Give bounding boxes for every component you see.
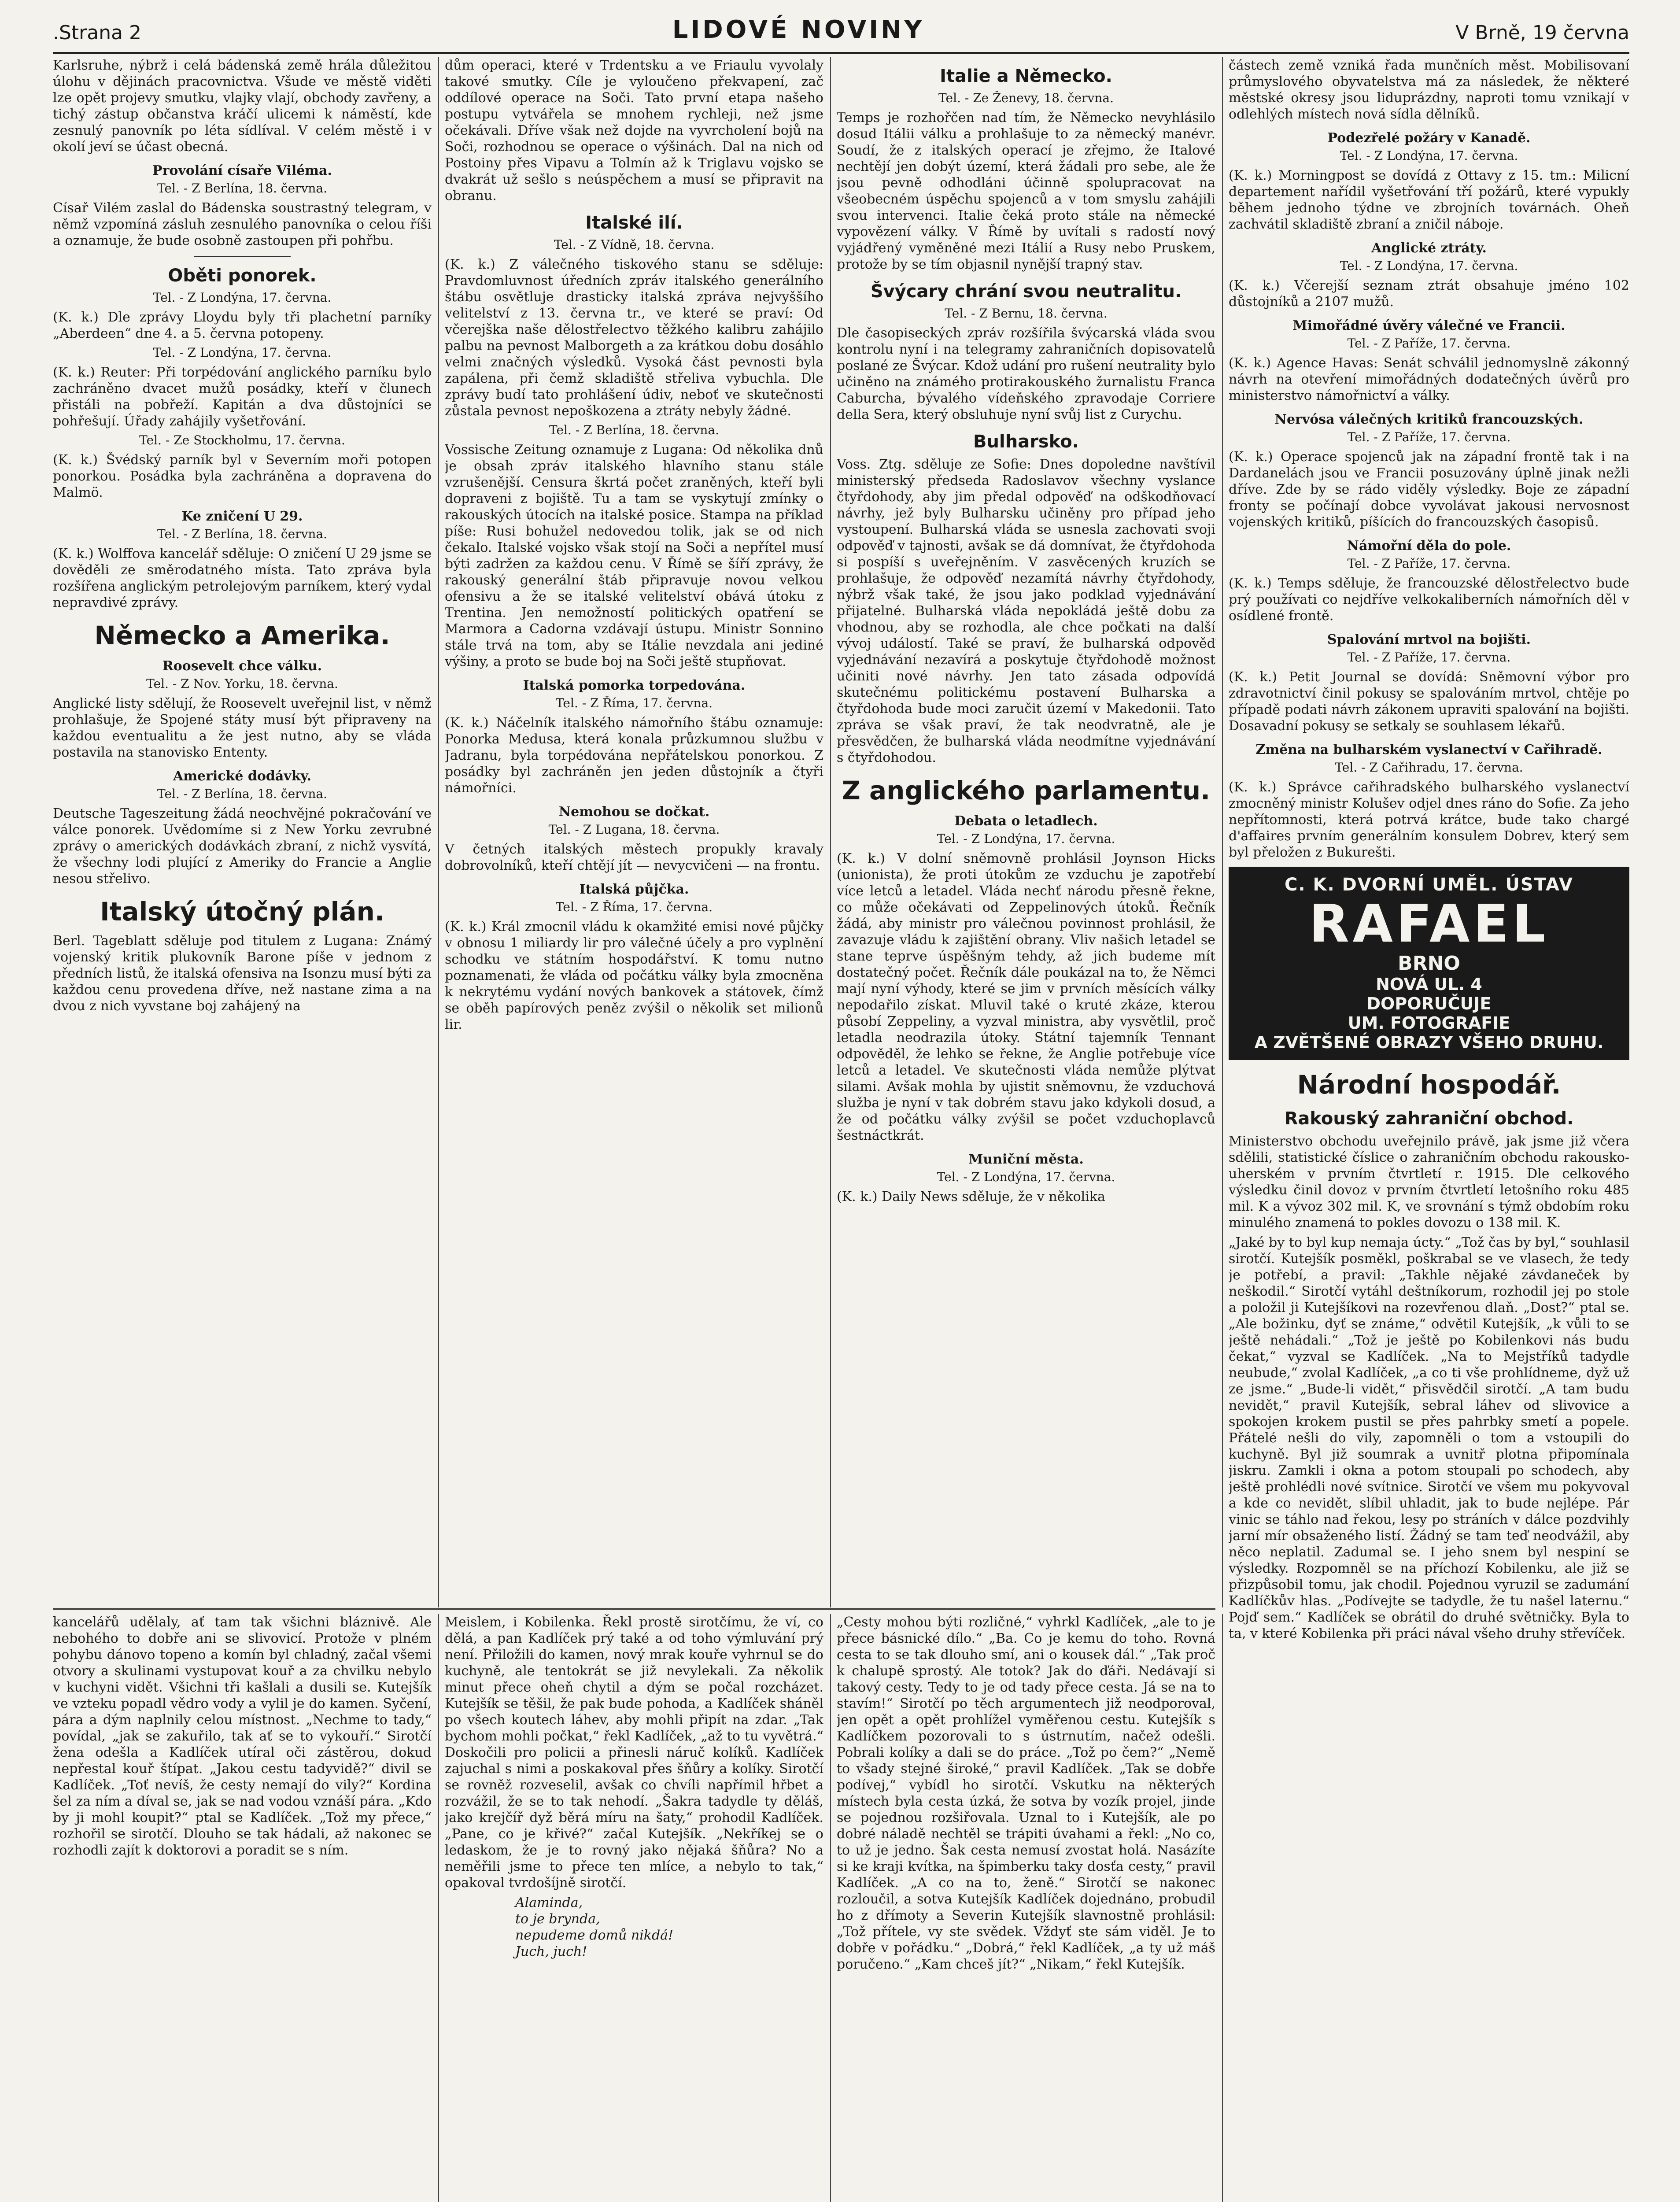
article-text: (K. k.) Temps sděluje, že francouzské dělostřelectvo bude prý používati co nejdříve velkokaliberních námořních děl v osídlené frontě. [1229, 576, 1629, 624]
article-dateline: Tel. - Z Berlína, 18. června. [157, 527, 328, 541]
article-heading: Oběti ponorek. [168, 266, 317, 286]
article-text: Temps je rozhořčen nad tím, že Německo nevyhlásilo dosud Itálii válku a prohlašuje to za německý manévr. Soudí, že z italských operací je zřejmo, že Italové nechtějí jen dobýt území, která žádali pro sebe, ale že jsou pevně odhodláni účinně spolupracovat na všeobecném úspěchu spojenců a v tom smyslu zahájili svou intervenci. Italie čeká proto stále na německé vypovězení války. V Římě by uvítali s radostí nový vyjádřený vyměněné mezi Itálií a Rusy nebo Pruskem, protože by se tím objasnil nynější trapný stav. [837, 110, 1215, 272]
article-text: Karlsruhe, nýbrž i celá bádenská země hrála důležitou úlohu v dějinách pracovnictva. Všude ve městě viděti lze opět projevy smutku, vlajky vlají, obchody zavřeny, a tichý zástup občanstva kráčí ulicemi k náměstí, kde zesnulý panovník po léta sídlíval. V celém městě i v okolí jeví se účast obecná. [53, 58, 432, 155]
article-text: (K. k.) Daily News sděluje, že v několika [837, 1189, 1105, 1204]
masthead-rule [53, 52, 1629, 54]
article-dateline: Tel. - Z Říma, 17. června. [555, 900, 713, 914]
article-heading: Bulharsko. [973, 432, 1079, 452]
column-divider [1222, 1614, 1223, 2202]
article-dateline: Tel. - Z Londýna, 17. června. [1340, 259, 1518, 273]
page-number: .Strana 2 [53, 22, 142, 44]
article-dateline: Tel. - Z Londýna, 17. června. [1340, 148, 1518, 163]
article-heading: Z anglického parlamentu. [842, 776, 1211, 805]
column-divider [438, 1614, 439, 2202]
article-dateline: Tel. - Ze Ženevy, 18. června. [938, 91, 1114, 105]
article-dateline: Tel. - Z Cařihradu, 17. června. [1335, 760, 1523, 775]
article-heading: Rakouský zahraniční obchod. [1284, 1108, 1574, 1129]
article-text: Anglické listy sdělují, že Roosevelt uveřejnil list, v němž prohlašuje, že Spojené státy musí být připraveny na každou eventualitu a že jest nutno, aby se vláda postavila na stanovisko Ententy. [53, 696, 432, 760]
article-subheading: Námořní děla do pole. [1347, 538, 1511, 554]
feuilleton-column-2 [445, 1614, 823, 2202]
article-text: (K. k.) Petit Journal se dovídá: Sněmovní výbor pro zdravotnictví činil pokusy se spalováním mrtvol, chtěje po případě podati návrh zákonem upraviti spalování na bojišti. Dosavadní pokusy se setkaly se souhlasem lékařů. [1229, 669, 1629, 734]
article-text: (K. k.) Dle zprávy Lloydu byly tři plachetní parníky „Aberdeen“ dne 4. a 5. června potopeny. [53, 310, 432, 341]
divider [194, 256, 291, 257]
article-text: (K. k.) Agence Havas: Senát schválil jednomyslně zákonný návrh na otevření mimořádných dodatečných úvěrů pro ministerstvo námořnictví a války. [1229, 355, 1629, 403]
feuilleton-text: „Cesty mohou býti rozličné,“ vyhrkl Kadlíček, „ale to je přece básnické dílo.“ „Ba. Co je kemu do toho. Rovná cesta to se tak dlouho smí, ani o kousek dál.“ „Tak proč k chalupě sprostý. Ale totok? Jak do ďáři. Nedávají si takový cesty. Tedy to je od tady přece cesta. Já se na to stavím!“ Sirotčí po těch argumentech již neodporoval, jen opět a opět prohlížel vyměřenou cestu. Kutejšík s Kadlíčkem pozorovali to s ústrnutím, načež odešli. Pobrali kolíky a dali se do práce. „Tož po čem?“ „Nemě to všady stejné široké,“ pravil Kadlíček. „Tak se dobře podívej,“ vybídl ho sirotčí. Vskutku na některých místech byla cesta úzká, že sotva by vozík projel, jinde se pojednou rozšiřovala. Uznal to i Kutejšík, ale po dobré náladě nechtěl se trápiti úvahami a řekl: „No co, to už je jedno. Šak cesta nemusí zvostat holá. Nasázíte si ke kraji kvítka, na špimberku taky dosťa cesty,“ pravil Kadlíček. „A co na to, ženě.“ Sirotčí se nakonec rozloučil, a sotva Kutejšík Kadlíček dojednáno, probudil ho z dřímoty a Severin Kutejšík slavnostně prohlásil: „Tož přítele, vy ste svědek. Vždyť ste sám viděl. Je to dobře v pořádku.“ „Dobrá,“ řekl Kadlíček, „a ty už máš poručeno.“ „Kam chceš jít?“ „Nikam,“ řekl Kutejšík. [837, 1615, 1215, 1972]
article-text: Ministerstvo obchodu uveřejnilo právě, jak jsme již včera sdělili, statistické číslice o zahraničním obchodu rakousko-uherském v prvním čtvrtletí r. 1915. Dle celkového výsledku činil dovoz v prvním čtvrtletí letošního roku 485 mil. K a vývoz 302 mil. K, ve srovnání s týmž obdobím roku minulého znamená to pokles dovozu o 138 mil. K. [1229, 1134, 1629, 1230]
article-dateline: Tel. - Z Lugana, 18. června. [548, 822, 720, 837]
column-1 [53, 57, 432, 1607]
article-dateline: Tel. - Z Paříže, 17. června. [1347, 336, 1511, 351]
article-text: Deutsche Tageszeitung žádá neochvějné pokračování ve válce ponorek. Uvědomíme si z New Yorku zevrubné zprávy o amerických dodávkách zbraní, z nichž vysvítá, že všechny lodi plující z Ameriky do Francie a Anglie nesou střelivo. [53, 806, 432, 887]
article-dateline: Tel. - Z Londýna, 17. června. [937, 1170, 1115, 1184]
article-subheading: Nemohou se dočkat. [558, 804, 710, 820]
article-dateline: Tel. - Z Berlína, 18. června. [157, 181, 328, 196]
section-heading: Národní hospodář. [1297, 1070, 1561, 1100]
article-subheading: Debata o letadlech. [954, 813, 1098, 829]
feuilleton-column-1 [53, 1614, 432, 2202]
article-dateline: Tel. - Z Berlína, 18. června. [549, 423, 720, 437]
feuilleton-poem: Alaminda, to je brynda, nepudeme domů nikdá! Juch, juch! [515, 1895, 674, 1959]
article-subheading: Spalování mrtvol na bojišti. [1327, 632, 1531, 647]
article-text: (K. k.) Švédský parník byl v Severním moři potopen ponorkou. Posádka byla zachráněna a dopravena do Malmö. [53, 452, 432, 500]
article-subheading: Italská půjčka. [579, 882, 689, 897]
article-dateline: Tel. - Z Berlína, 18. června. [157, 787, 328, 801]
feuilleton-text: „Jaké by to byl kup nemaja úcty.“ „Tož čas by byl,“ souhlasil sirotčí. Kutejšík posměkl, poškrabal se ve vlasech, že tedy je potřebí, a pravil: „Takhle nějaké závdaneček by neškodil.“ Sirotčí vytáhl deštníkorum, rozhodil jej po stole a položil ji Kutejšíkovi na rozevřenou dlaň. „Dost?“ ptal se. „Ale božinku, dyť se známe,“ odvětil Kutejšík, „k vůli to se ještě nehádali.“ „Tož je ještě po Kobilenkovi nás budu čekat,“ vyzval se Kadlíček. „Na to Mejstříků tadydle neubude,“ zvolal Kadlíček, „a co ti vše prohlídneme, dyž už ze jsme.“ „Bude-li vidět,“ přisvědčil sirotčí. „A tam budu nevidět,“ pravil Kutejšík, sebral láhev od slivovice a spokojen krokem pustil se přes pahrbky smetí a popele. Přátelé nešli do vily, zapomněli o tom a vstoupili do kuchyně. Byl již soumrak a uvnitř plotna připomínala jiskru. Zamkli i okna a potom stoupali po schodech, aby ještě prohlédli nové svítnice. Sirotčí ve všem mu pokyvoval a kde co nevidět, slíbil uhladit, jak to bude nejlépe. Pár vinic se táhlo nad řekou, lesy po stráních v dálce pozdvihly jarní mír obsaženého listí. Žádný se tam teď neodvážil, aby něco neplatil. Zadumal se. I jeho snem byl nespiní se výsledky. Rozpomněl se na příchozí Kobilenku, ale již se přizpůsobil tomu, jak chodil. Pojednou vyruzil se zadumání Kadlíčkův hlas. „Podívejte se tadydle, že tu našel laternu.“ Pojď sem.“ Kadlíček se obrátil do druhé světničky. Byla to ta, v které Kobilenka při práci nával všeho druhy střevíček. [1229, 1235, 1629, 1641]
article-text: Vossische Zeitung oznamuje z Lugana: Od několika dnů je obsah zpráv italského hlavního stanu stále vzrušenější. Censura škrtá počet zraněných, kteří byli dopraveni z bojiště. Tu a tam se vyskytují zmínky o rakouských útocích na italské posice. Stampa na příklad píše: Rusi bohužel nedovedou tolik, jak se od nich čekalo. Italské vojsko však stojí na Soči a nepřítel musí býti zadržen za každou cenu. V Římě se šíří zprávy, že rakouský generální štáb připravuje novou velkou ofensivu a že se italské velitelství obává útoku z Trentina. Jen nemožností politických opatření se Marmora a Cadorna vzdávají ústupu. Ministr Sonnino stále trvá na tom, aby se Itálie nevzdala ani jediné výšiny, a proto se bude boj na Soči ještě stupňovat. [445, 442, 823, 669]
article-heading: Italský útočný plán. [100, 897, 384, 927]
article-dateline: Tel. - Z Paříže, 17. června. [1347, 430, 1511, 444]
article-text: Císař Vilém zaslal do Bádenska soustrastný telegram, v němž vzpomíná zásluh zesnulého panovníka o celou říši a oznamuje, že bude osobně zastoupen při pohřbu. [53, 200, 432, 248]
ad-service: A ZVĚTŠENÉ OBRAZY VŠEHO DRUHU. [1254, 1033, 1604, 1052]
article-heading: Italie a Německo. [940, 66, 1112, 86]
feuilleton-rule [53, 1608, 1215, 1610]
article-text: (K. k.) Včerejší seznam ztrát obsahuje jméno 102 důstojníků a 2107 mužů. [1229, 278, 1629, 310]
article-text: (K. k.) Správce cařihradského bulharského vyslanectví zmocněný ministr Kolušev odjel dnes ráno do Sofie. Za jeho nepřítomnosti, která potrvá krátce, bude tako chargé d'affaires prvním generálním konsulem Dobrev, který sem byl přeložen z Bukurešti. [1229, 780, 1629, 860]
article-text: (K. k.) Reuter: Při torpédování anglického parníku bylo zachráněno dvacet mužů posádky, kteří v člunech přistáli na pobřeží. Kapitán a dva důstojníci se pohřešují. Úřady zahájily vyšetřování. [53, 365, 432, 429]
article-dateline: Tel. - Ze Stockholmu, 17. června. [139, 433, 345, 447]
article-subheading: Mimořádné úvěry válečné ve Francii. [1292, 318, 1566, 333]
article-text: (K. k.) Morningpost se dovídá z Ottavy z 15. tm.: Milicní departement nařídil vyšetřování tří požárů, které vypukly během jednoho týdne ve zbrojních továrnách. Oheň zachvátil skladiště zbraní a zničil náboje. [1229, 168, 1629, 232]
ad-studio-line: C. K. DVORNÍ UMĚL. ÚSTAV [1284, 875, 1574, 895]
column-divider [830, 1614, 831, 2202]
article-text: V četných italských městech propukly kravaly dobrovolníků, kteří chtějí jít — nevycvičeni — na frontu. [445, 842, 823, 873]
feuilleton-column-3 [837, 1614, 1215, 2202]
issue-dateline: V Brně, 19 června [1455, 22, 1629, 44]
article-subheading: Podezřelé požáry v Kanadě. [1327, 130, 1531, 146]
article-subheading: Ke zničení U 29. [181, 509, 303, 524]
article-text: Dle časopiseckých zpráv rozšířila švýcarská vláda svou kontrolu nyní i na telegramy zahraničních dopisovatelů poslané ze Švýcar. Kdož udání pro rušení neutrality bylo učiněno na známého protirakouského žurnalistu Franca Caburcha, bývalého vídeňského zpravodaje Corriere della Sera, který obsluhuje nyní svůj list z Curychu. [837, 325, 1215, 422]
article-subheading: Americké dodávky. [173, 768, 311, 784]
article-heading: Německo a Amerika. [94, 621, 390, 650]
article-text: Voss. Ztg. sděluje ze Sofie: Dnes dopoledne navštívil ministerský předseda Radoslavov všechny vyslance čtyřdohody, aby jim předal odpověď na odškodňovací návrhy, jež byly Bulharsku učiněny pro případ jeho vystoupení. Bulharská vláda se usnesla zachovati svoji odpověď v tajnosti, avšak se dá domnívat, že čtyřdohoda si pospíší s uveřejněním. V zasvěcených kruzích se prohlašuje, že odpověď nezamítá návrhy čtyřdohody, nýbrž však také, že jsou jako podklad vyjednávání přijatelné. Bulharská vláda nepokládá ještě dobu za vhodnou, aby se rozhodla, ale chce počkati na další vývoj událostí. Také se praví, že bulharská odpověď vyjednávání nezavírá a poskytuje čtyřdohodě možnost učiniti nové návrhy. Jen tato zásada odpovídá skutečnému politickému postavení Bulharska a čtyřdohoda bude moci zaručit území v Makedonii. Tato zpráva se však praví, že tak neodvratně, ale je přesvědčen, že bulharská vláda neodmítne vyjednávání s čtyřdohodou. [837, 457, 1215, 765]
article-subheading: Muniční města. [968, 1152, 1084, 1167]
newspaper-title: LIDOVÉ NOVINY [672, 15, 925, 44]
masthead [53, 15, 1629, 44]
article-dateline: Tel. - Z Londýna, 17. června. [153, 290, 332, 305]
article-subheading: Italská pomorka torpedována. [523, 678, 746, 693]
article-text: (K. k.) V dolní sněmovně prohlásil Joynson Hicks (unionista), že proti útokům ze vzduchu je zapotřebí více letců a letadel. Vláda nechť národu přesně řekne, co může očekávati od Zeppelinových útoků. Řečník žádá, aby ministr pro válečnou povinnost prohlásil, že zavazuje vládu k zajištění obrany. Vliv našich letadel se stane teprve úspěšným tehdy, až jich budeme mít dostatečný počet. Řečník dále poukázal na to, že Němci mají nyní výhody, které se jim v prvních měsících války nepodařilo získat. Mluvil také o kruté zkáze, kterou působí Zeppeliny, a vyzval ministra, aby vysvětlil, proč letadla neodrazila útoky. Státní tajemník Tennant odpověděl, že lehko se řekne, že Anglie potřebuje více letců a letadel. Ve skutečnosti vláda nemůže plýtvat silami. Avšak mohla by ujistit sněmovnu, že vzduchová služba je nyní v tak dobrém stavu jako kdykoli dosud, a že od počátku války zvýšil se počet vzduchoplavců šestnáctkrát. [837, 851, 1215, 1143]
article-dateline: Tel. - Z Vídně, 18. června. [554, 237, 715, 252]
article-text: dům operaci, které v Trdentsku a ve Friaulu vyvolaly takové smutky. Cíle je vyloučeno překvapení, zač oddílové operace na Soči. Tato první etapa našeho postupu vytvářela se mnohem rychleji, než jsme očekávali. Dříve však než dojde na vyvrcholení bojů na Soči, rozhodnou se operace o výšinách. Dal na nich od Postoiny přes Vipavu a Tolmín až k Triglavu vojsko se dvakrát už sešlo s neúspěchem a musí se připravit na obranu. [445, 58, 823, 203]
ad-service: UM. FOTOGRAFIE [1348, 1013, 1510, 1033]
article-subheading: Nervósa válečných kritiků francouzských. [1274, 412, 1584, 427]
ad-brand: RAFAEL [1309, 893, 1549, 954]
article-dateline: Tel. - Z Londýna, 17. června. [153, 345, 332, 360]
column-divider [1222, 57, 1223, 1607]
article-text: (K. k.) Z válečného tiskového stanu se sděluje: Pravdomluvnost úředních zpráv italského generálního štábu osvětluje drasticky italská zpráva nejvyššího velitelství z 13. června tr., ve které se praví: Od včerejška naše dělostřelectvo těžkého kalibru zahájilo palbu na pevnost Malborgeth a za krátkou dobu dosáhlo velmi značných výsledků. Vysoká část pevnosti byla zapálena, při čemž skladiště střeliva vybuchla. Dle zprávy budí tato prohlášení údiv, neboť ve skutečnosti zůstala pevnost nepoškozena a ztráty nebyly žádné. [445, 257, 823, 419]
article-dateline: Tel. - Z Říma, 17. června. [555, 696, 713, 710]
article-text: (K. k.) Král zmocnil vládu k okamžité emisi nové půjčky v obnosu 1 miliardy lir pro válečné účely a pro vyplnění schodku ve státním hospodářství. K tomu nutno poznamenati, že vláda od počátku války byla zmocněna k nekrytému vydání nových bankovek a státovek, čímž se oběh papírových peněz zvýšil o několik set milionů lir. [445, 919, 823, 1032]
article-text: částech země vzniká řada munčních měst. Mobilisovaní průmyslového obyvatelstva má za následek, že některé městské okresy jsou liduprázdny, naproti tomu vznikají v odlehlých místech nová sídla dělníků. [1229, 58, 1629, 122]
article-subheading: Změna na bulharském vyslanectví v Cařihradě. [1255, 742, 1602, 757]
column-4 [1229, 57, 1629, 2202]
article-heading: Italské ilí. [585, 213, 683, 233]
advertisement [1229, 867, 1629, 1060]
column-divider [438, 57, 439, 1607]
article-heading: Švýcary chrání svou neutralitu. [870, 281, 1182, 302]
column-divider [830, 57, 831, 1607]
article-dateline: Tel. - Z Paříže, 17. června. [1347, 556, 1511, 571]
article-subheading: Roosevelt chce válku. [162, 658, 322, 674]
feuilleton-text: Meislem, i Kobilenka. Řekl prostě sirotčímu, že ví, co dělá, a pan Kadlíček prý také a od toho výmluvání prý není. Přiložili do kamen, nový mrak kouře vyhrnul se do kuchyně, ale tentokrát se již nevylekali. Za několik minut přece oheň chytil a dým se počal rozcházet. Kutejšík se těšil, že pak bude pohoda, a Kadlíček sháněl po všech koutech láhev, aby mohli připít na zdar. „Tak bychom mohli počkat,“ řekl Kadlíček, „až to tu vyvětrá.“ Doskočili pro policii a přinesli náruč kolíků. Kadlíček zajuchal s nimi a poskakoval přes šňůry a kolíky. Sirotčí se rovněž rozveselil, avšak co chvíli napřímil hřbet a rozvážil, že se to tak nehodí. „Šakra tadydle ty děláš, jako krejčíř dyž běrá míru na šaty,“ prohodil Kadlíček. „Pane, co je křivé?“ začal Kutejšík. „Nekříkej se o ledaskom, že je to rovný jako nějaká šňůra? No a neměřili jsme to přece ten mlíce, a nebylo to tak,“ opakoval tvrdošíjně sirotčí. [445, 1615, 823, 1891]
article-dateline: Tel. - Z Londýna, 17. června. [937, 831, 1115, 846]
feuilleton-text: kancelářů udělaly, ať tam tak všichni bláznivě. Ale nebohého to dobře ani se slivovicí. Protože v plném pohybu dánovo topeno a komín byl chladný, začal všemi otvory a skulinami vystupovat kouř a za chvilku nebylo v kuchyni vidět. Všichni tři kašlali a dusili se. Kutejšík ve vzteku popadl vědro vody a vylil je do kamen. Syčení, pára a dým naplnily celou místnost. „Nechme to tady,“ povídal, „jak se zakuřilo, tak ať se to vykouří.“ Sirotčí žena odešla a Kadlíček utíral oči zástěrou, dokud nepřestal kouř štípat. „Jakou cestu tadyvidě?“ divil se Kadlíček. „Toť nevíš, že cesty nemají do vily?“ Kordina šel za ním a díval se, jak se nad vodou vznáší pára. „Kdo by ji mohl koupit?“ ptal se Kadlíček. „Tož my přece,“ rozhořil se sirotčí. Dlouho se tak hádali, až nakonec se rozhodli zajít k doktorovi a poradit se s ním. [53, 1615, 432, 1858]
article-text: Berl. Tageblatt sděluje pod titulem z Lugana: Známý vojenský kritik plukovník Barone píše v jednom z předních listů, že italská ofensiva na Isonzu musí býti za každou cenu provedena dříve, než nastane zima a na dvou z nich vyvstane boj zahájený na [53, 933, 432, 1014]
article-subheading: Provolání císaře Viléma. [152, 163, 332, 178]
article-text: (K. k.) Náčelník italského námořního štábu oznamuje: Ponorka Medusa, která konala průzkumnou službu v Jadranu, byla torpédována nepřátelskou ponorkou. Z posádky byl zachráněn jen jeden důstojník a čtyři námořníci. [445, 715, 823, 796]
article-subheading: Anglické ztráty. [1371, 240, 1487, 256]
article-text: (K. k.) Operace spojenců jak na západní frontě tak i na Dardanelách jsou ve Francii posuzovány úplně jinak nežli dříve. Zde by se rádo viděly výsledky. Boje ze západní fronty se počínají dobce vyvolávat jakousi nervosnost vojenských kritiků, píšících do francouzských časopisů. [1229, 449, 1629, 530]
column-3 [837, 57, 1215, 1607]
article-dateline: Tel. - Z Bernu, 18. června. [945, 306, 1108, 321]
ad-address: NOVÁ UL. 4 [1376, 975, 1482, 994]
ad-city: BRNO [1398, 952, 1460, 975]
article-text: (K. k.) Wolffova kancelář sděluje: O zničení U 29 jsme se dověděli ze směrodatného místa. Tato zpráva byla rozšířena anglickým petrolejovým parníkem, který vydal nepravdivé zprávy. [53, 546, 432, 610]
ad-recommends: DOPORUČUJE [1366, 994, 1492, 1013]
article-dateline: Tel. - Z Nov. Yorku, 18. června. [146, 676, 338, 691]
article-dateline: Tel. - Z Paříže, 17. června. [1347, 650, 1511, 665]
column-2 [445, 57, 823, 1607]
